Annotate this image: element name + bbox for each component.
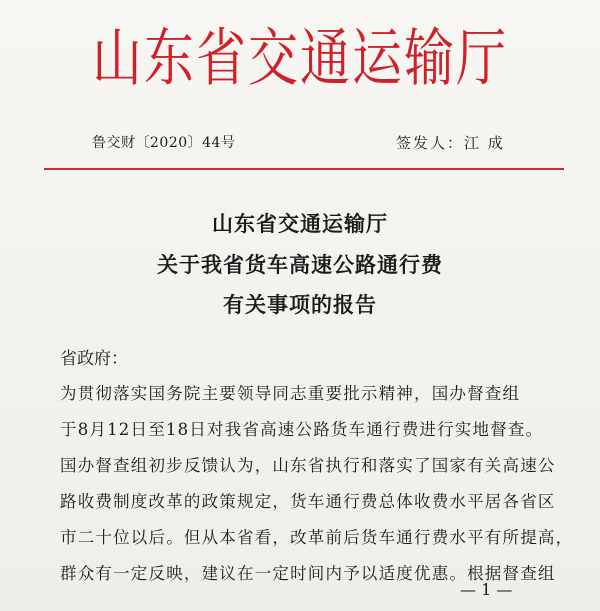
body-line: 国办督查组初步反馈认为，山东省执行和落实了国家有关高速公 [60,456,556,475]
body-line: 为贯彻落实国务院主要领导同志重要批示精神，国办督查组 [60,384,521,403]
body-line: 于8月12日至18日对我省高速公路货车通行费进行实地督查。 [60,420,544,439]
title-line-1: 山东省交通运输厅 [212,211,388,236]
document-number: 鲁交财〔2020〕44号 [92,135,236,151]
salutation: 省政府： [60,349,128,369]
title-line-2: 关于我省货车高速公路通行费 [157,252,443,277]
issuer: 签发人：江 成 [396,134,505,152]
body-line: 市二十位以后。但从本省看，改革前后货车通行费水平有所提高， [60,528,574,547]
body-line: 群众有一定反映，建议在一定时间内予以适度优惠。根据督查组 [60,564,556,583]
red-divider-line [44,168,564,170]
title-line-3: 有关事项的报告 [223,292,377,317]
body-line: 路收费制度改革的政策规定，货车通行费总体收费水平居各省区 [60,492,556,511]
issuing-organization-header: 山东省交通运输厅 [92,21,508,95]
page-number: — 1 — [460,580,513,599]
